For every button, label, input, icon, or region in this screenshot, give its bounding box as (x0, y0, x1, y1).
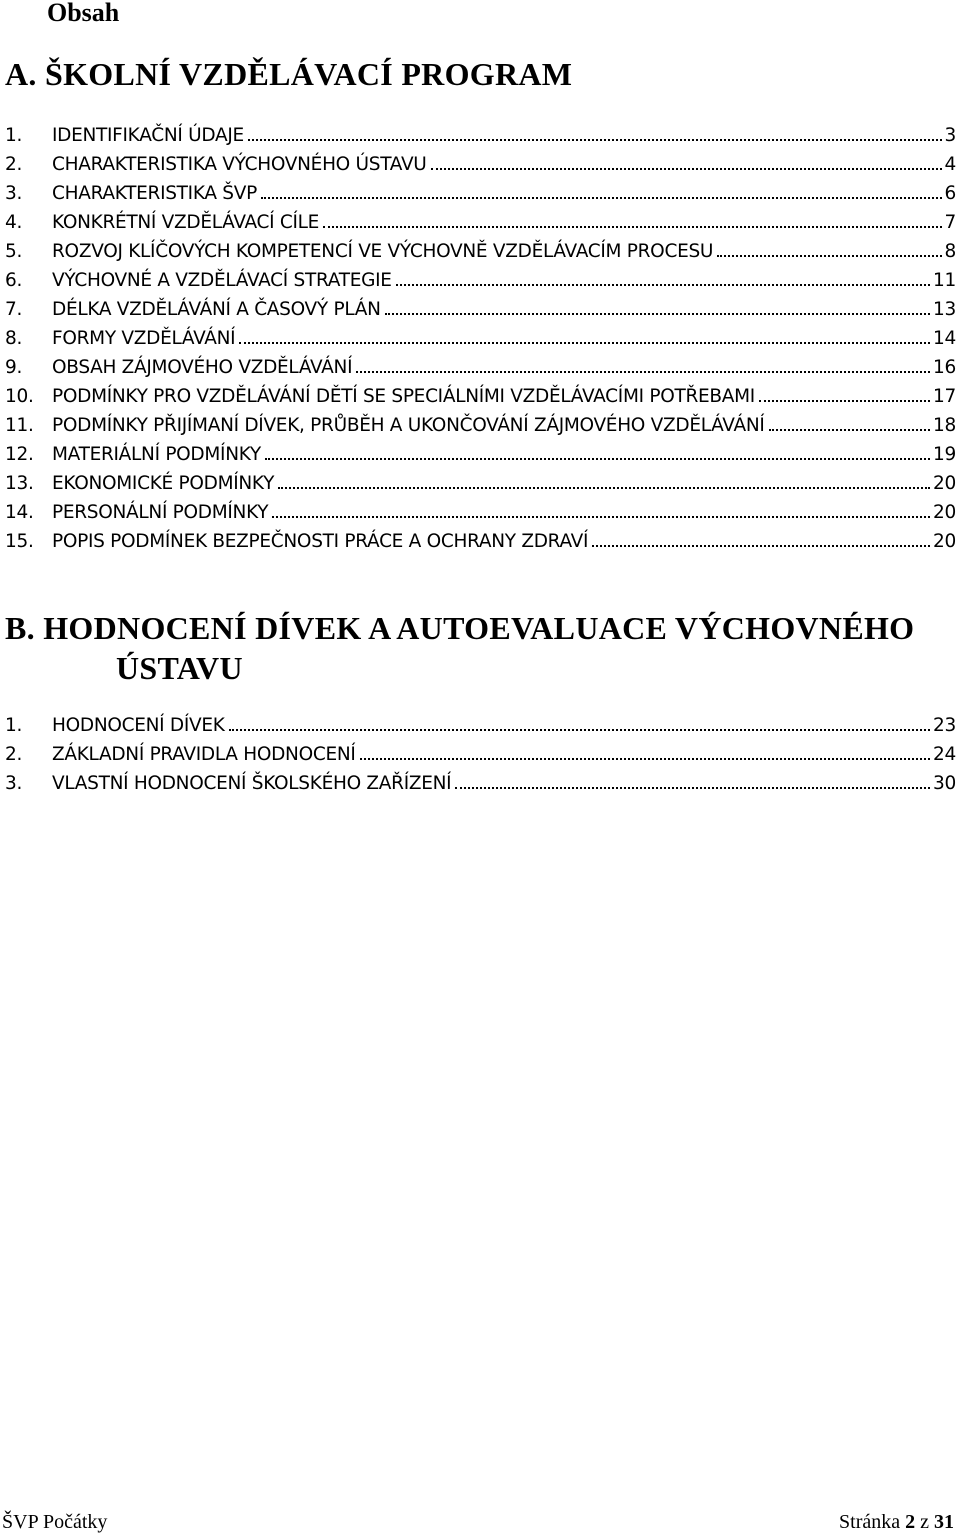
toc-entry-title: EKONOMICKÉ PODMÍNKY (52, 473, 275, 494)
toc-entry-title: ZÁKLADNÍ PRAVIDLA HODNOCENÍ (52, 744, 356, 765)
toc-entry-title: HODNOCENÍ DÍVEK (52, 715, 225, 736)
toc-entry-title: PERSONÁLNÍ PODMÍNKY (52, 502, 269, 523)
footer-document-name: ŠVP Počátky (2, 1511, 108, 1533)
toc-entry-title: KONKRÉTNÍ VZDĚLÁVACÍ CÍLE (52, 212, 320, 233)
toc-entry[interactable] (5, 498, 956, 527)
toc-entry-title: DÉLKA VZDĚLÁVÁNÍ A ČASOVÝ PLÁN (52, 299, 381, 320)
toc-entry-page: 16 (933, 357, 956, 378)
toc-dot-leader (272, 516, 930, 518)
toc-dot-leader (261, 197, 942, 199)
toc-entry-number: 4. (5, 212, 23, 233)
toc-entry-page: 17 (933, 386, 956, 407)
toc-dot-leader (360, 758, 931, 760)
toc-entry[interactable] (5, 121, 956, 150)
toc-entry-number: 9. (5, 357, 23, 378)
toc-dot-leader (265, 458, 930, 460)
toc-heading: Obsah (47, 0, 120, 27)
toc-entry-number: 8. (5, 328, 23, 349)
toc-entry-page: 3 (944, 125, 956, 146)
footer-page-current: 2 (905, 1511, 916, 1533)
toc-dot-leader (385, 313, 930, 315)
toc-dot-leader (717, 255, 941, 257)
toc-entry-title: OBSAH ZÁJMOVÉHO VZDĚLÁVÁNÍ (52, 357, 353, 378)
toc-entry-number: 5. (5, 241, 23, 262)
toc-entry-page: 30 (933, 773, 956, 794)
footer-page-total: 31 (934, 1511, 954, 1533)
toc-entry-page: 7 (944, 212, 956, 233)
toc-entry[interactable] (5, 382, 956, 411)
toc-dot-leader (455, 787, 930, 789)
toc-entry-title: IDENTIFIKAČNÍ ÚDAJE (52, 125, 244, 146)
toc-entry[interactable] (5, 440, 956, 469)
page-footer (0, 1509, 960, 1535)
toc-entry[interactable] (5, 527, 956, 556)
toc-dot-leader (431, 168, 942, 170)
toc-entry[interactable] (5, 353, 956, 382)
toc-entry-number: 3. (5, 773, 23, 794)
toc-entry-page: 13 (933, 299, 956, 320)
section-b-title-line2: ÚSTAVU (116, 650, 243, 686)
toc-entry-number: 1. (5, 715, 23, 736)
toc-entry-number: 10. (5, 386, 34, 407)
toc-dot-leader (396, 284, 930, 286)
toc-entry-title: POPIS PODMÍNEK BEZPEČNOSTI PRÁCE A OCHRANY ZDRAVÍ (52, 531, 589, 552)
toc-entry[interactable] (5, 150, 956, 179)
toc-entry[interactable] (5, 411, 956, 440)
toc-dot-leader (769, 429, 931, 431)
footer-page-number (839, 1509, 954, 1535)
toc-entry-title: PODMÍNKY PŘIJÍMANÍ DÍVEK, PRŮBĚH A UKONČOVÁNÍ ZÁJMOVÉHO VZDĚLÁVÁNÍ (52, 415, 765, 436)
toc-entry-title: FORMY VZDĚLÁVÁNÍ (52, 328, 236, 349)
toc-entry-page: 14 (933, 328, 956, 349)
toc-dot-leader (239, 342, 930, 344)
toc-entry-number: 11. (5, 415, 34, 436)
toc-entry-page: 20 (933, 531, 956, 552)
toc-entry-page: 24 (933, 744, 956, 765)
toc-entry-number: 2. (5, 744, 23, 765)
toc-dot-leader (278, 487, 930, 489)
toc-entry-page: 11 (933, 270, 956, 291)
toc-entry-number: 13. (5, 473, 34, 494)
toc-entry[interactable] (5, 769, 956, 798)
toc-entry[interactable] (5, 324, 956, 353)
toc-list-section-b (5, 711, 956, 798)
toc-entry[interactable] (5, 469, 956, 498)
toc-entry[interactable] (5, 179, 956, 208)
toc-entry[interactable] (5, 266, 956, 295)
toc-dot-leader (759, 400, 930, 402)
footer-page-of: z (920, 1511, 929, 1533)
toc-entry[interactable] (5, 295, 956, 324)
toc-dot-leader (323, 226, 941, 228)
toc-entry-number: 3. (5, 183, 23, 204)
toc-entry-number: 12. (5, 444, 34, 465)
toc-entry-page: 20 (933, 473, 956, 494)
section-b-title (5, 608, 914, 688)
toc-dot-leader (592, 545, 930, 547)
toc-entry-title: PODMÍNKY PRO VZDĚLÁVÁNÍ DĚTÍ SE SPECIÁLNÍMI VZDĚLÁVACÍMI POTŘEBAMI (52, 386, 755, 407)
toc-list-section-a (5, 121, 956, 556)
toc-entry-number: 6. (5, 270, 23, 291)
toc-entry-page: 20 (933, 502, 956, 523)
toc-entry-title: VÝCHOVNÉ A VZDĚLÁVACÍ STRATEGIE (52, 270, 392, 291)
toc-entry-number: 7. (5, 299, 23, 320)
toc-entry[interactable] (5, 740, 956, 769)
toc-entry[interactable] (5, 208, 956, 237)
toc-entry-page: 4 (944, 154, 956, 175)
toc-dot-leader (356, 371, 930, 373)
toc-entry-page: 23 (933, 715, 956, 736)
toc-entry-title: CHARAKTERISTIKA VÝCHOVNÉHO ÚSTAVU (52, 154, 427, 175)
footer-page-word: Stránka (839, 1511, 901, 1533)
toc-entry[interactable] (5, 237, 956, 266)
toc-entry[interactable] (5, 711, 956, 740)
toc-entry-number: 2. (5, 154, 23, 175)
section-b-title-line1: B. HODNOCENÍ DÍVEK A AUTOEVALUACE VÝCHOVNÉHO (5, 610, 915, 646)
toc-dot-leader (229, 729, 930, 731)
toc-entry-number: 15. (5, 531, 34, 552)
toc-entry-page: 18 (933, 415, 956, 436)
toc-entry-number: 1. (5, 125, 23, 146)
toc-entry-title: VLASTNÍ HODNOCENÍ ŠKOLSKÉHO ZAŘÍZENÍ (52, 773, 452, 794)
toc-entry-page: 6 (944, 183, 956, 204)
toc-entry-number: 14. (5, 502, 34, 523)
toc-entry-page: 8 (944, 241, 956, 262)
toc-entry-title: MATERIÁLNÍ PODMÍNKY (52, 444, 261, 465)
toc-entry-title: CHARAKTERISTIKA ŠVP (52, 183, 257, 204)
toc-dot-leader (248, 139, 942, 141)
toc-entry-page: 19 (933, 444, 956, 465)
toc-entry-title: ROZVOJ KLÍČOVÝCH KOMPETENCÍ VE VÝCHOVNĚ VZDĚLÁVACÍM PROCESU (52, 241, 714, 262)
section-a-title: A. ŠKOLNÍ VZDĚLÁVACÍ PROGRAM (5, 56, 573, 92)
